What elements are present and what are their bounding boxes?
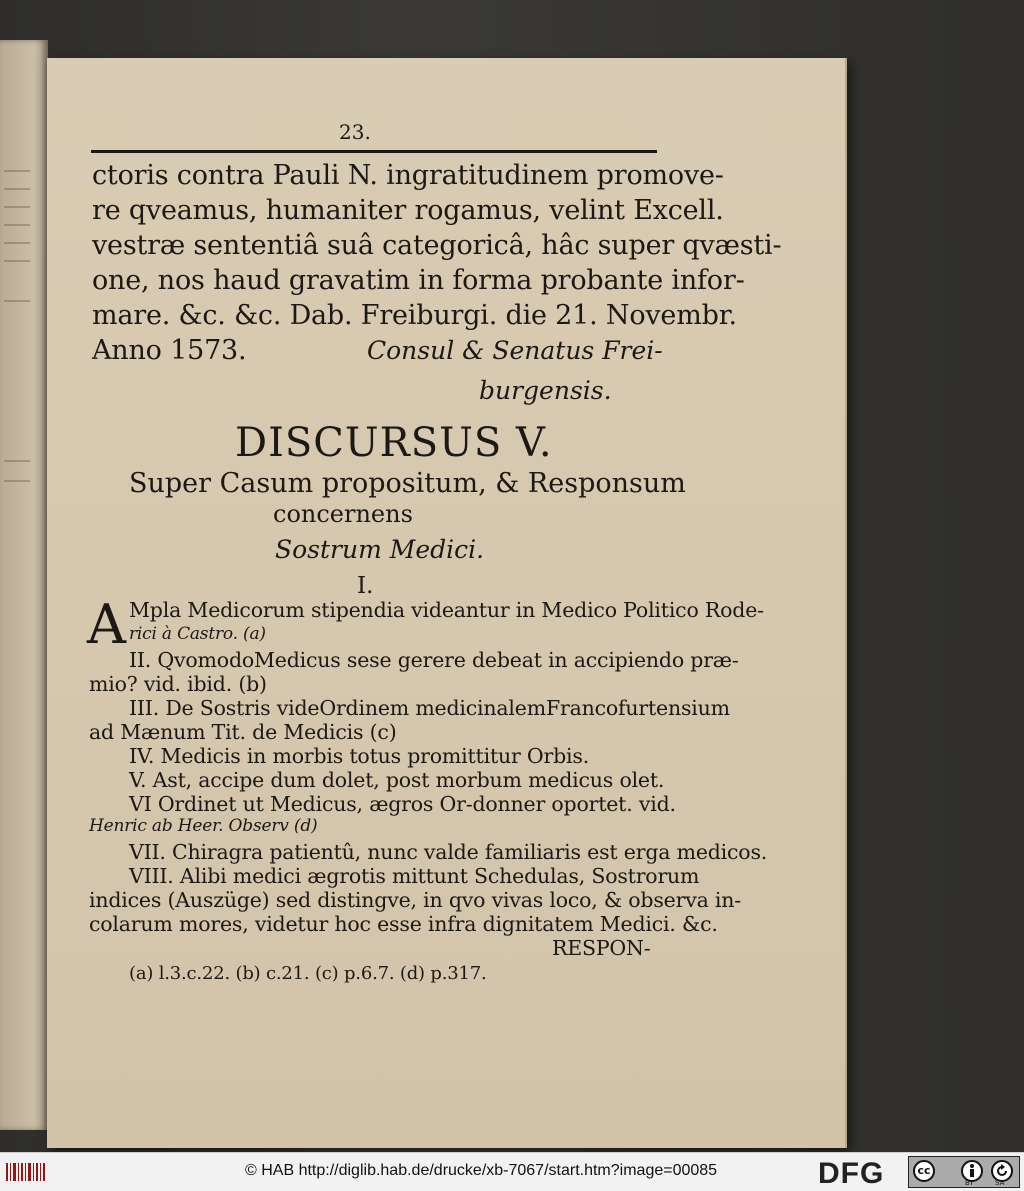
subtitle-line: Sostrum Medici. bbox=[275, 535, 485, 564]
paragraph-line: V. Ast, accipe dum dolet, post morbum medicus olet. bbox=[129, 768, 665, 792]
paragraph-line: II. QvomodoMedicus sese gerere debeat in accipiendo præ- bbox=[129, 648, 739, 672]
paragraph-line: VII. Chiragra patientû, nunc valde familiaris est erga medicos. bbox=[129, 840, 768, 864]
signature-line: Consul & Senatus Frei- bbox=[367, 336, 663, 365]
body-line: mare. &c. &c. Dab. Freiburgi. die 21. Novembr. bbox=[92, 300, 737, 331]
source-link[interactable]: © HAB http://diglib.hab.de/drucke/xb-7067/start.htm?image=00085 bbox=[245, 1162, 718, 1179]
paragraph-line: mio? vid. ibid. (b) bbox=[89, 672, 267, 696]
subtitle-line: Super Casum propositum, & Responsum bbox=[129, 468, 686, 499]
paragraph-line: Mpla Medicorum stipendia videantur in Medico Politico Rode- bbox=[129, 598, 764, 622]
catchword: RESPON- bbox=[552, 936, 651, 960]
barcode-icon bbox=[6, 1161, 46, 1183]
section-heading: DISCURSUS V. bbox=[235, 420, 553, 466]
body-line: ctoris contra Pauli N. ingratitudinem promove- bbox=[92, 160, 724, 191]
by-label: BY bbox=[965, 1179, 974, 1187]
paragraph-line: ad Mænum Tit. de Medicis (c) bbox=[89, 720, 397, 744]
paragraph-line: III. De Sostris videOrdinem medicinalemFrancofurtensium bbox=[129, 696, 730, 720]
cc-license-badge[interactable] bbox=[908, 1156, 1020, 1188]
body-line: Anno 1573. bbox=[92, 335, 247, 366]
header-rule bbox=[91, 150, 657, 153]
paragraph-line: indices (Auszüge) sed distingve, in qvo vivas loco, & observa in- bbox=[89, 888, 741, 912]
dfg-logo: DFG bbox=[818, 1157, 885, 1190]
body-line: one, nos haud gravatim in forma probante infor- bbox=[92, 265, 745, 296]
paragraph-line: colarum mores, videtur hoc esse infra dignitatem Medici. &c. bbox=[89, 912, 718, 936]
book-page bbox=[47, 58, 847, 1148]
sa-label: SA bbox=[995, 1179, 1005, 1187]
signature-line: burgensis. bbox=[479, 376, 612, 405]
facing-page-edge bbox=[0, 40, 48, 1130]
footnote: (a) l.3.c.22. (b) c.21. (c) p.6.7. (d) p.317. bbox=[129, 963, 487, 984]
section-numeral: I. bbox=[357, 573, 374, 599]
footer-bar bbox=[0, 1152, 1024, 1191]
cc-icon: cc bbox=[913, 1160, 935, 1182]
paragraph-line: VIII. Alibi medici ægrotis mittunt Schedulas, Sostrorum bbox=[129, 864, 700, 888]
subtitle-line: concernens bbox=[273, 500, 413, 528]
paragraph-line: rici à Castro. (a) bbox=[129, 624, 266, 644]
page-number: 23. bbox=[339, 120, 371, 144]
body-line: re qveamus, humaniter rogamus, velint Excell. bbox=[92, 195, 724, 226]
body-line: vestræ sententiâ suâ categoricâ, hâc super qvæsti- bbox=[92, 230, 782, 261]
drop-cap: A bbox=[87, 593, 126, 656]
paragraph-line: IV. Medicis in morbis totus promittitur Orbis. bbox=[129, 744, 590, 768]
paragraph-line: VI Ordinet ut Medicus, ægros Or-donner oportet. vid. bbox=[129, 792, 676, 816]
paragraph-line: Henric ab Heer. Observ (d) bbox=[89, 816, 318, 836]
